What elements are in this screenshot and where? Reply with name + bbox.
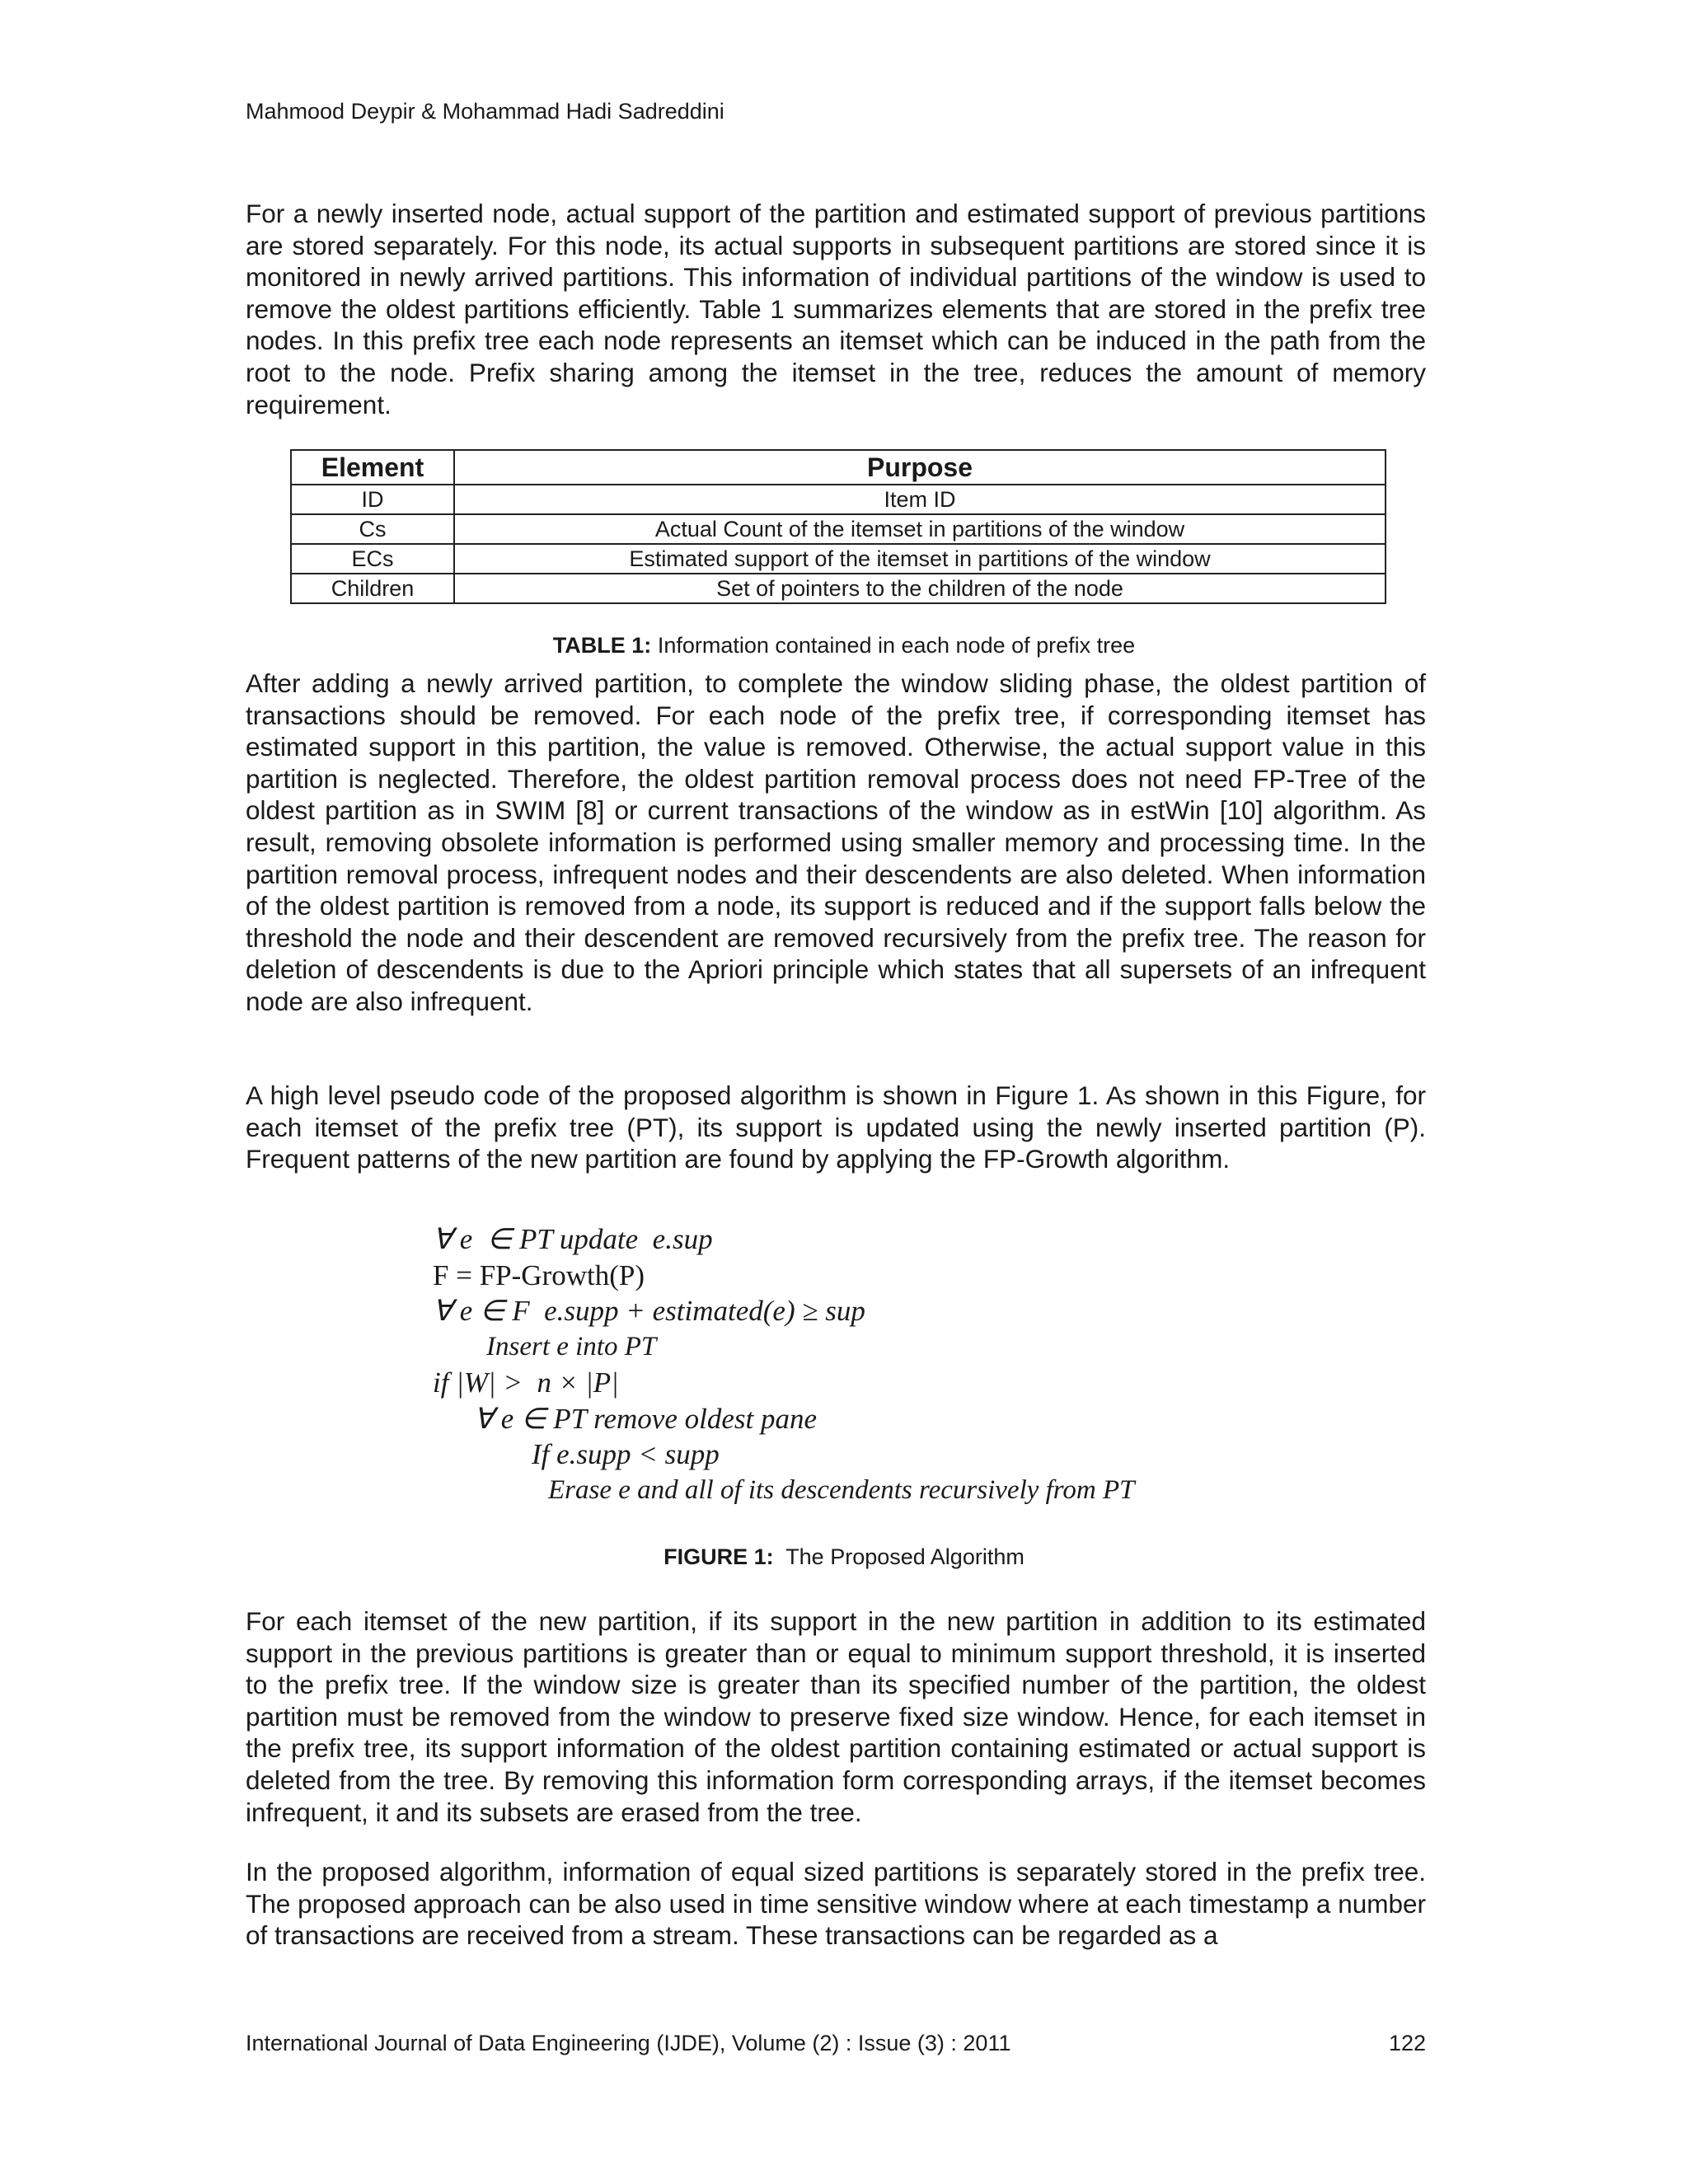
table-row xyxy=(291,544,1386,574)
table-cell-purpose: Actual Count of the itemset in partitions of the window xyxy=(454,514,1386,544)
paragraph-3: A high level pseudo code of the proposed algorithm is shown in Figure 1. As shown in this Figure, for each itemset of the prefix tree (PT), its support is updated using the newly inserted partition (P). Frequent patterns of the new partition are found by applying the FP-Growth algorithm. xyxy=(246,1080,1426,1174)
table-cell-element: ID xyxy=(291,485,454,514)
table-cell-element: ECs xyxy=(291,544,454,574)
table-cell-purpose: Estimated support of the itemset in partitions of the window xyxy=(454,544,1386,574)
algorithm-line-6: ∀ e ∈ PT remove oldest pane xyxy=(474,1402,818,1435)
table-cell-purpose: Item ID xyxy=(454,485,1386,514)
table-cell-purpose: Set of pointers to the children of the node xyxy=(454,574,1386,603)
running-header-authors: Mahmood Deypir & Mohammad Hadi Sadreddini xyxy=(246,99,724,124)
page-number: 122 xyxy=(1388,2031,1426,2055)
algorithm-line-8: Erase e and all of its descendents recursively from PT xyxy=(548,1474,1135,1505)
algorithm-line-4: Insert e into PT xyxy=(486,1331,657,1361)
table-1 xyxy=(290,449,1386,604)
table-caption-text: Information contained in each node of prefix tree xyxy=(657,633,1136,658)
table-header-element: Element xyxy=(291,450,454,485)
algorithm-line-3: ∀ e ∈ F e.supp + estimated(e) ≥ sup xyxy=(433,1295,865,1327)
table-row xyxy=(291,574,1386,603)
algorithm-line-7: If e.supp < supp xyxy=(532,1438,720,1470)
figure-caption-text: The Proposed Algorithm xyxy=(785,1544,1025,1569)
paragraph-2: After adding a newly arrived partition, to complete the window sliding phase, the oldest partition of transactions should be removed. For each node of the prefix tree, if corresponding itemset has estimated support in this partition, the value is removed. Otherwise, the actual support value in this partition is neglected. Therefore, the oldest partition removal process does not need FP-Tree of the oldest partition as in SWIM [8] or current transactions of the window as in estWin [10] algorithm. As result, removing obsolete information is performed using smaller memory and processing time. In the partition removal process, infrequent nodes and their descendents are also deleted. When information of the oldest partition is removed from a node, its support is reduced and if the support falls below the threshold the node and their descendent are removed recursively from the prefix tree. The reason for deletion of descendents is due to the Apriori principle which states that all supersets of an infrequent node are also infrequent. xyxy=(246,668,1426,1016)
footer-journal: International Journal of Data Engineering (IJDE), Volume (2) : Issue (3) : 2011 xyxy=(246,2031,1011,2055)
paragraph-4: For each itemset of the new partition, if its support in the new partition in addition to its estimated support in the previous partitions is greater than or equal to minimum support threshold, it is inserted to the prefix tree. If the window size is greater than its specified number of the partition, the oldest partition must be removed from the window to preserve fixed size window. Hence, for each itemset in the prefix tree, its support information of the oldest partition containing estimated or actual support is deleted from the tree. By removing this information form corresponding arrays, if the itemset becomes infrequent, it and its subsets are erased from the tree. xyxy=(246,1606,1426,1827)
table-cell-element: Cs xyxy=(291,514,454,544)
table-caption xyxy=(0,631,1688,659)
paragraph-1: For a newly inserted node, actual support of the partition and estimated support of previous partitions are stored separately. For this node, its actual supports in subsequent partitions are stored since it is monitored in newly arrived partitions. This information of individual partitions of the window is used to remove the oldest partitions efficiently. Table 1 summarizes elements that are stored in the prefix tree nodes. In this prefix tree each node represents an itemset which can be induced in the path from the root to the node. Prefix sharing among the itemset in the tree, reduces the amount of memory requirement. xyxy=(246,199,1426,419)
table-cell-element: Children xyxy=(291,574,454,603)
table-row xyxy=(291,514,1386,544)
figure-caption-label: FIGURE 1: xyxy=(663,1544,774,1569)
paragraph-5: In the proposed algorithm, information of equal sized partitions is separately stored in the prefix tree. The proposed approach can be also used in time sensitive window where at each timestamp a number of transactions are received from a stream. These transactions can be regarded as a xyxy=(246,1857,1426,1951)
table-header-row xyxy=(291,450,1386,485)
table-header-purpose: Purpose xyxy=(454,450,1386,485)
algorithm-line-2: F = FP-Growth(P) xyxy=(433,1258,645,1291)
algorithm-line-1: ∀ e ∈ PT update e.sup xyxy=(433,1223,713,1255)
table-caption-label: TABLE 1: xyxy=(552,633,652,658)
table-row xyxy=(291,485,1386,514)
algorithm-line-5: if |W| > n × |P| xyxy=(433,1366,619,1399)
algorithm-figure xyxy=(433,1221,1135,1508)
figure-caption xyxy=(0,1543,1688,1571)
